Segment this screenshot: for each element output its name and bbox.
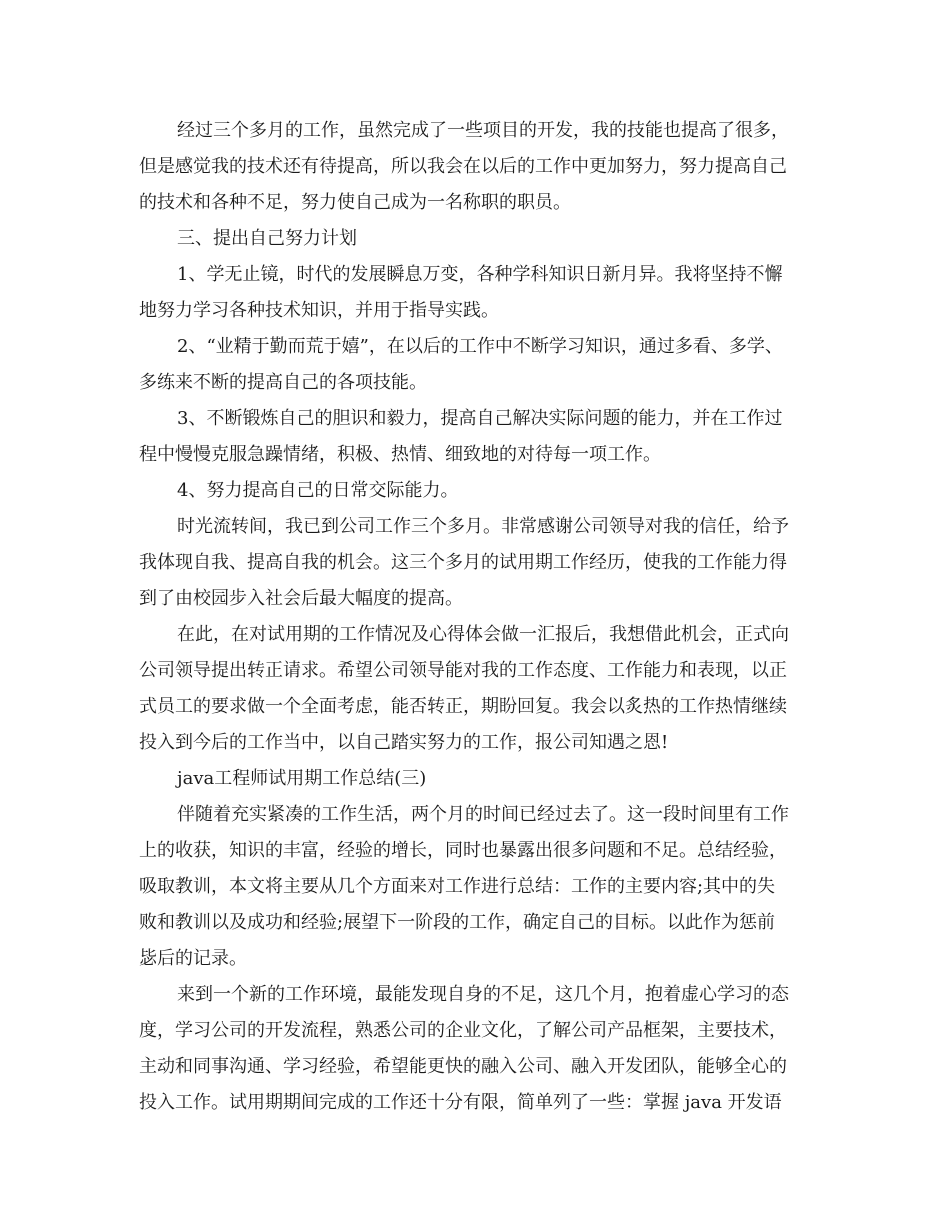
text-line: 4、努力提高自己的日常交际能力。 <box>177 480 459 501</box>
text-line: 1、学无止镜，时代的发展瞬息万变，各种学科知识日新月异。我将坚持不懈 <box>177 264 783 285</box>
text-line: 吸取教训，本文将主要从几个方面来对工作进行总结：工作的主要内容;其中的失 <box>139 876 776 897</box>
text-line: 3、不断锻炼自己的胆识和毅力，提高自己解决实际问题的能力，并在工作过 <box>177 408 783 429</box>
text-line: 在此，在对试用期的工作情况及心得体会做一汇报后，我想借此机会，正式向 <box>177 624 789 645</box>
text-line: 式员工的要求做一个全面考虑，能否转正，期盼回复。我会以炙热的工作热情继续 <box>139 696 787 717</box>
text-line: 时光流转间，我已到公司工作三个多月。非常感谢公司领导对我的信任，给予 <box>177 516 789 537</box>
text-line: 主动和同事沟通、学习经验，希望能更快的融入公司、融入开发团队，能够全心的 <box>139 1056 787 1077</box>
text-line: 毖后的记录。 <box>139 948 247 969</box>
text-line: 地努力学习各种技术知识，并用于指导实践。 <box>139 300 499 321</box>
text-line: 的技术和各种不足，努力使自己成为一名称职的职员。 <box>139 192 571 213</box>
text-line: 我体现自我、提高自我的机会。这三个多月的试用期工作经历，使我的工作能力得 <box>139 552 787 573</box>
text-line: 上的收获，知识的丰富，经验的增长，同时也暴露出很多问题和不足。总结经验， <box>139 840 787 861</box>
text-line: 来到一个新的工作环境，最能发现自身的不足，这几个月，抱着虚心学习的态 <box>177 984 789 1005</box>
text-line: 公司领导提出转正请求。希望公司领导能对我的工作态度、工作能力和表现，以正 <box>139 660 787 681</box>
text-line: 到了由校园步入社会后最大幅度的提高。 <box>139 588 463 609</box>
text-line: 多练来不断的提高自己的各项技能。 <box>139 372 427 393</box>
text-line: 经过三个多月的工作，虽然完成了一些项目的开发，我的技能也提高了很多， <box>177 120 789 141</box>
section-title: java工程师试用期工作总结(三) <box>177 768 427 789</box>
section-heading: 三、提出自己努力计划 <box>177 228 357 249</box>
text-line: 但是感觉我的技术还有待提高，所以我会在以后的工作中更加努力，努力提高自己 <box>139 156 787 177</box>
text-line: 伴随着充实紧凑的工作生活，两个月的时间已经过去了。这一段时间里有工作 <box>177 804 789 825</box>
text-line: 投入到今后的工作当中，以自己踏实努力的工作，报公司知遇之恩! <box>139 732 669 753</box>
text-line: 2、“业精于勤而荒于嬉”，在以后的工作中不断学习知识，通过多看、多学、 <box>177 336 783 357</box>
text-line: 度，学习公司的开发流程，熟悉公司的企业文化，了解公司产品框架，主要技术， <box>139 1020 787 1041</box>
text-line: 程中慢慢克服急躁情绪，积极、热情、细致地的对待每一项工作。 <box>139 444 661 465</box>
text-line: 投入工作。试用期期间完成的工作还十分有限，简单列了一些：掌握 java 开发语 <box>139 1092 782 1113</box>
text-line: 败和教训以及成功和经验;展望下一阶段的工作，确定自己的目标。以此作为惩前 <box>139 912 776 933</box>
